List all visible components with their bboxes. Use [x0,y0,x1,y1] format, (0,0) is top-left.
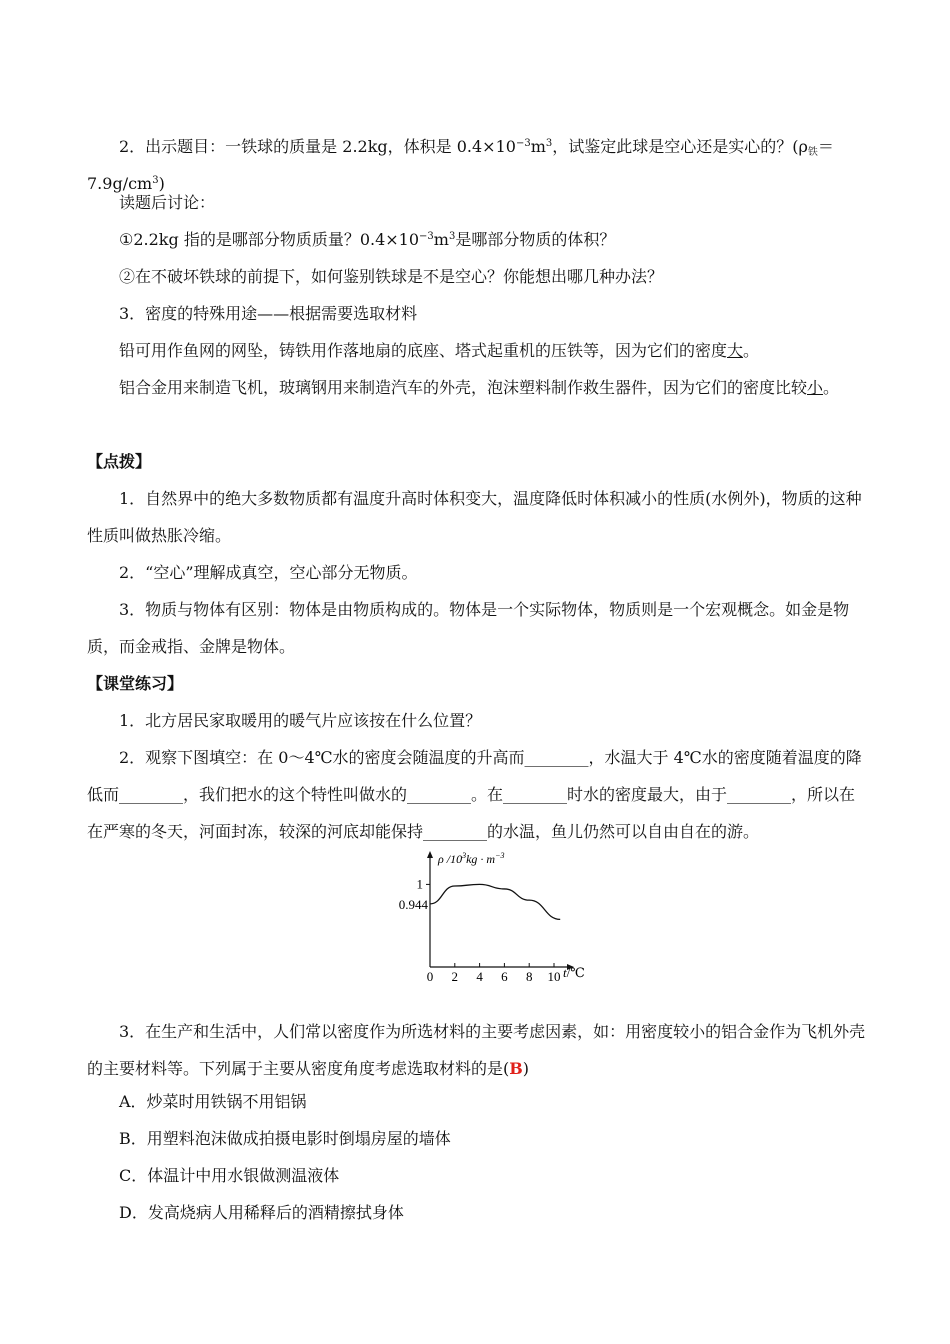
tip-2: 2．“空心”理解成真空，空心部分无物质。 [119,563,418,582]
question-2-paragraph: 2．出示题目：一铁球的质量是 2.2kg，体积是 $0.4\times 10^{-3}m^3$，试鉴定此球是空心还是实心的？$(\rho_铁=7.9g/cm^3)$ [87,137,834,193]
discussion-point-2: ②在不破坏铁球的前提下，如何鉴别铁球是不是空心？你能想出哪几种办法？ [119,267,664,286]
water-density-chart [360,846,600,986]
exercise-2: 2．观察下图填空：在 0～4℃水的密度会随温度的升高而________，水温大于 4℃水的密度随着温度的降低而________，我们把水的这个特性叫做水的________。在________时水的密度最大，由于________，所以在在严寒的冬天，河面封冻，较深的河底却能保持________的水温，鱼儿仍然可以自由自在的游。 [87,748,862,841]
discussion-intro: 读题后讨论： [119,193,216,212]
lead-density-paragraph: 铅可用作鱼网的网坠，铸铁用作落地扇的底座、塔式起重机的压铁等，因为它们的密度大。 [119,341,760,360]
x-tick-label: 4 [476,969,483,984]
tip-1: 1．自然界中的绝大多数物质都有温度升高时体积变大，温度降低时体积减小的性质(水例外)，物质的这种性质叫做热胀冷缩。 [87,489,862,545]
y-axis-title [437,851,505,866]
option-a: A．炒菜时用铁锅不用铝锅 [119,1092,307,1111]
density-curve [430,884,560,919]
discussion-point-1: ①2.2kg 指的是哪部分物质质量？$0.4\times 10^{-3}m^3$是哪部分物质的体积？ [119,230,616,249]
y-tick-label: 0.944 [398,897,428,912]
section-3-heading: 3．密度的特殊用途——根据需要选取材料 [119,304,418,323]
y-axis-arrow [427,851,433,858]
x-tick-label: 10 [547,969,561,984]
option-c: C．体温计中用水银做测温液体 [119,1166,340,1185]
exercise-1: 1．北方居民家取暖用的暖气片应该按在什么位置？ [119,711,482,730]
x-tick-label: 6 [501,969,508,984]
tip-3: 3．物质与物体有区别：物体是由物质构成的。物体是一个实际物体，物质则是一个宏观概念。如金是物质，而金戒指、金牌是物体。 [87,600,850,656]
x-tick-label: 8 [525,969,533,984]
x-tick-label: 0 [426,969,434,984]
svg-text:ρ /103kg · m−3: ρ $/10^3kg \cdot m^{-3}$ [438,851,505,866]
exercise-heading: 【课堂练习】 [87,674,184,693]
x-axis-title: t/℃ [563,965,585,980]
exercise-3: 3．在生产和生活中，人们常以密度作为所选材料的主要考虑因素，如：用密度较小的铝合金作为飞机外壳的主要材料等。下列属于主要从密度角度考虑选取材料的是(B) [87,1022,866,1078]
y-tick-label: 1 [416,876,423,892]
x-tick-label: 2 [451,969,459,984]
option-d: D．发高烧病人用稀释后的酒精擦拭身体 [119,1203,404,1222]
alloy-density-paragraph: 铝合金用来制造飞机，玻璃钢用来制造汽车的外壳，泡沫塑料制作救生器件，因为它们的密度比较小。 [119,378,840,397]
option-b: B．用塑料泡沫做成拍摄电影时倒塌房屋的墙体 [119,1129,451,1148]
answer-mark: B [509,1059,523,1078]
tips-heading: 【点拨】 [87,452,152,471]
